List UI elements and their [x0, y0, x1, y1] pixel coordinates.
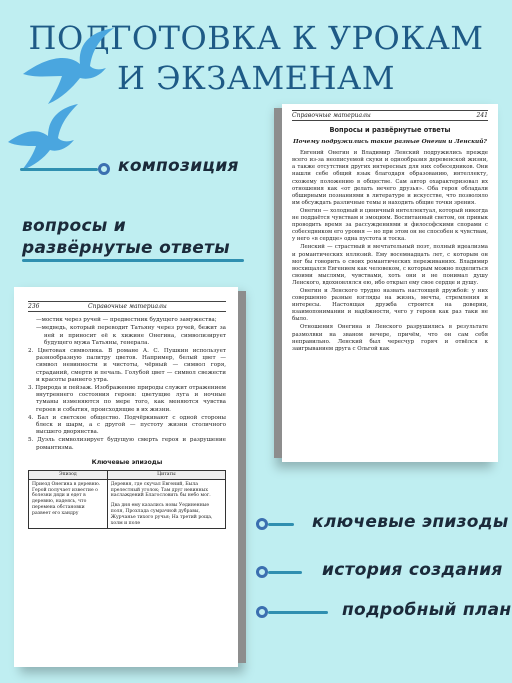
- marker-line: [268, 571, 302, 574]
- marker-line: [268, 523, 294, 526]
- feature-questions-line2: развёрнутые ответы: [22, 238, 230, 258]
- feature-detailed-plan: подробный план: [342, 600, 512, 620]
- table-cell-episode: Приезд Онегина в деревню. Герой получает известие о болезни дяди и едет в деревню, надеясь, что перемена обстановки развеет его хандру: [29, 479, 108, 529]
- table-header: Эпизод: [29, 471, 108, 480]
- paragraph: Онегин и Ленского трудно назвать настоящей дружбой: у них совершенно разные взгляды на жизнь, мечты, стремления и интересы. Настоящая дружба строится на доверии, взаимопонимании и надёжности, чего у героев как раз таки не было.: [292, 287, 488, 323]
- book-page-left: [14, 287, 238, 667]
- running-head-title: Справочные материалы: [88, 303, 167, 310]
- book-page-right: [282, 104, 498, 462]
- marker-line: [268, 611, 328, 614]
- paragraph: Онегин — холодный и циничный интеллектуал, который никогда не поддаётся чувствам и эмоциям. Воспитанный светом, он привык проводить время за рассуждениями и философскими спорами с собеседником его уровня — но при этом он не способен к чувствам, у него «в сердце» одна пустота и тоска.: [292, 207, 488, 243]
- running-head-title: Справочные материалы: [292, 112, 371, 119]
- page-number: 236: [28, 303, 40, 310]
- episodes-title: Ключевые эпизоды: [91, 458, 163, 466]
- list-item: —мостик через ручей — предвестник будущего замужества;: [36, 317, 217, 324]
- feature-composition: композиция: [118, 156, 239, 176]
- page-edge: [274, 108, 282, 458]
- label-underline: [20, 168, 98, 171]
- quote: Два дня ему казались новы Уединенные поля, Прохлада сумрачной дубравы, Журчанье тихого ручья; На третий роща, холм и поле: [110, 503, 213, 526]
- title-line-2: И ЭКЗАМЕНАМ: [116, 59, 396, 97]
- paragraph: Отношения Онегина и Ленского разрушились в результате размолвки на званом вечере, причём, что он сам себя неправильно. Ленский был чересчур горяч и отвёлся к заигрыванием друга с Ольгой как: [292, 324, 488, 352]
- feature-history: история создания: [322, 560, 503, 580]
- feature-key-episodes: ключевые эпизоды: [312, 512, 509, 532]
- bullet-marker: [256, 566, 268, 578]
- feature-questions-line1: вопросы и: [22, 216, 127, 236]
- section-title: Вопросы и развёрнутые ответы: [329, 126, 451, 135]
- running-head: [28, 301, 226, 312]
- quote: Деревня, где скучал Евгений, Была прелестный уголок; Там друг невинных наслаждений Благословить бы небо мог.: [110, 481, 211, 499]
- bullet-marker: [98, 163, 110, 175]
- list-item: 2. Цветовая символика. В романе А. С. Пушкин использует разнообразную палитру цветов. Например, белый цвет — символ невинности и чистоты, чёрный — символ горя, страданий, смерти и печаль. Голубой цвет — символ свежести и красоты раннего утра.: [28, 348, 226, 383]
- bird-icon: [4, 102, 82, 172]
- list-item: 4. Бал и светское общество. Подчёркивают с одной стороны блеск и шарм, а с другой — пустоту жизни столичного высшего дворянства.: [28, 414, 226, 436]
- page-number: 241: [476, 112, 488, 119]
- episodes-table: [28, 470, 226, 529]
- bullet-marker: [256, 606, 268, 618]
- title-line-1: ПОДГОТОВКА К УРОКАМ: [28, 19, 484, 57]
- table-row: [29, 479, 226, 529]
- list-item: —медведь, который переводит Татьяну через ручей, бежит за ней и приносит её к хижине Онегина, символизирует будущего мужа Татьяны, генерала.: [36, 325, 226, 346]
- paragraph: Евгений Онегин и Владимир Ленский подружились прежде всего из-за неописуемой скуки и однообразия деревенской жизни, а также отсутствия других интересных для них собеседников. Они нашли себе общий язык благодаря образованию, интеллекту, схожему положению в обществе. Сам автор охарактеризовал их отношения как «от делать нечего друзья». Оба героя обладали обширными познаниями в литературе и искусстве, что позволяло им обсуждать различные темы и находить общие точки зрения.: [292, 150, 488, 206]
- list-item: 3. Природа и пейзаж. Изображение природы служит отражением внутреннего состояния героев: цветущие луга и ночные туманы изменяются по мере того, как меняются чувства героев и события, происходящие в их жизни.: [28, 385, 226, 413]
- question: Почему подружились такие разные Онегин и Ленский?: [293, 139, 487, 146]
- page-edge: [238, 291, 246, 663]
- running-head: [292, 110, 488, 121]
- list-item: 5. Дуэль символизирует будущую смерть героя и разрушение романтизма.: [28, 437, 226, 451]
- bullet-marker: [256, 518, 268, 530]
- paragraph: Ленский — страстный и мечтательный поэт, полный идеализма и романтических иллюзий. Ему восемнадцать лет, с которым он мог бы говорить о своих романтических переживаниях. Владимир восхищался Евгением как человеком, с которым можно поделиться своими мыслями, чувствами, хоть они и не понимал душу Ленского, вдохновлялся ею, ибо открыл ему свое сердце и душу.: [292, 244, 488, 286]
- table-header: Цитаты: [107, 471, 225, 480]
- bird-icon: [18, 26, 118, 106]
- table-cell-quotes: [107, 479, 225, 529]
- label-underline: [22, 259, 244, 262]
